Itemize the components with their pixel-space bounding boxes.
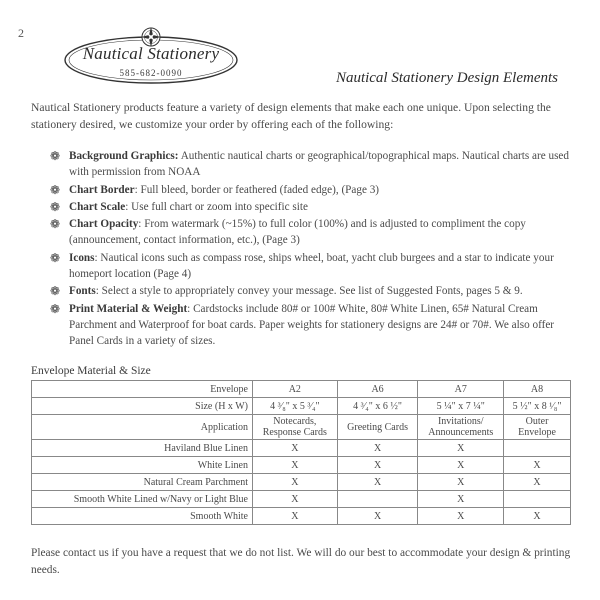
- table-row: [32, 440, 571, 457]
- table-cell: A8: [504, 381, 571, 398]
- table-cell: X: [253, 508, 338, 525]
- design-element-item: [50, 216, 570, 249]
- design-element-term: Print Material & Weight: [69, 302, 188, 315]
- design-element-item: [50, 182, 570, 198]
- table-row: [32, 398, 571, 415]
- table-cell: Invitations/ Announcements: [418, 415, 504, 440]
- flower-bullet-icon: ❁: [50, 301, 61, 316]
- design-element-term: Chart Opacity: [69, 218, 139, 231]
- table-cell: X: [418, 457, 504, 474]
- table-row: [32, 415, 571, 440]
- table-cell: A6: [337, 381, 418, 398]
- page-number: 2: [18, 26, 24, 40]
- table-cell: Notecards, Response Cards: [253, 415, 338, 440]
- table-cell: [504, 491, 571, 508]
- design-element-term: Fonts: [69, 285, 96, 298]
- logo-phone: 585-682-0090: [119, 68, 183, 78]
- table-row: [32, 457, 571, 474]
- design-element-term: Chart Border: [69, 183, 135, 196]
- design-element-description: : Use full chart or zoom into specific site: [125, 200, 308, 213]
- flower-bullet-icon: ❁: [50, 149, 61, 163]
- table-row: [32, 474, 571, 491]
- design-element-description: : Nautical icons such as compass rose, ships wheel, boat, yacht club burgees and a star to indicate your homeport location (Page 4): [69, 251, 554, 281]
- page-heading: Nautical Stationery Design Elements: [335, 70, 558, 86]
- design-element-description: : Cardstocks include 80# or 100# White, 80# White Linen, 65# Natural Cream Parchment and Waterproof for boat cards. Paper weights for stationery designs are 24# or 70#. We also offer Panel Cards in a variety of sizes.: [69, 302, 555, 348]
- table-cell: 5 ½" x 8 ¹⁄₈": [504, 398, 571, 415]
- table-row: [32, 381, 571, 398]
- design-element-description: Authentic nautical charts or geographical/topographical maps. Nautical charts are used with permission from NOAA: [69, 150, 569, 179]
- design-elements-list: [50, 148, 570, 351]
- row-label: White Linen: [32, 457, 253, 474]
- design-element-item: [50, 199, 570, 215]
- design-element-item: [50, 148, 570, 181]
- flower-bullet-icon: ❁: [50, 199, 61, 214]
- table-cell: X: [253, 457, 338, 474]
- row-label: Smooth White Lined w/Navy or Light Blue: [32, 491, 253, 508]
- row-label: Haviland Blue Linen: [32, 440, 253, 457]
- design-element-description: : Select a style to appropriately convey your message. See list of Suggested Fonts, pages 5 & 9.: [95, 285, 523, 298]
- table-cell: X: [504, 474, 571, 491]
- table-cell: [337, 491, 418, 508]
- row-label: Size (H x W): [32, 398, 253, 415]
- flower-bullet-icon: ❁: [50, 250, 61, 265]
- table-cell: X: [337, 440, 418, 457]
- design-element-item: [50, 250, 570, 283]
- envelope-section-title: Envelope Material & Size: [31, 365, 151, 377]
- intro-paragraph: Nautical Stationery products feature a variety of design elements that make each one unique. Upon selecting the stationery desired, we customize your order by offering each of the following:: [31, 101, 551, 131]
- design-element-description: : From watermark (~15%) to full color (100%) and is adjusted to compliment the copy (announcement, contact information, etc.), (Page 3): [69, 218, 526, 247]
- design-element-description: : Full bleed, border or feathered (faded edge), (Page 3): [134, 183, 380, 196]
- table-cell: Greeting Cards: [337, 415, 418, 440]
- flower-bullet-icon: ❁: [50, 217, 61, 232]
- table-cell: A7: [418, 381, 504, 398]
- table-cell: X: [337, 508, 418, 525]
- table-cell: X: [504, 508, 571, 525]
- table-cell: [504, 440, 571, 457]
- row-label: Natural Cream Parchment: [32, 474, 253, 491]
- table-cell: X: [253, 440, 338, 457]
- table-cell: X: [418, 440, 504, 457]
- row-label: Smooth White: [32, 508, 253, 525]
- flower-bullet-icon: ❁: [50, 182, 61, 197]
- table-cell: X: [418, 474, 504, 491]
- table-cell: X: [253, 491, 338, 508]
- table-cell: Outer Envelope: [504, 415, 571, 440]
- table-cell: X: [337, 474, 418, 491]
- table-cell: A2: [253, 381, 338, 398]
- table-row: [32, 491, 571, 508]
- table-cell: X: [504, 457, 571, 474]
- design-element-item: [50, 283, 570, 299]
- row-label: Envelope: [32, 381, 253, 398]
- table-cell: 5 ¼" x 7 ¼": [418, 398, 504, 415]
- row-label: Application: [32, 415, 253, 440]
- table-cell: X: [418, 508, 504, 525]
- design-element-term: Icons: [69, 251, 95, 264]
- table-cell: 4 ³⁄₄" x 6 ½": [337, 398, 418, 415]
- table-cell: X: [418, 491, 504, 508]
- footer-note: Please contact us if you have a request that we do not list. We will do our best to accommodate your design & printing needs.: [31, 547, 571, 576]
- flower-bullet-icon: ❁: [50, 284, 61, 299]
- logo-name: Nautical Stationery: [82, 44, 220, 63]
- table-cell: X: [337, 457, 418, 474]
- design-element-term: Chart Scale: [69, 200, 126, 213]
- table-row: [32, 508, 571, 525]
- logo: [63, 26, 239, 86]
- design-element-item: [50, 301, 570, 350]
- table-cell: 4 ³⁄₈" x 5 ³⁄₄": [253, 398, 338, 415]
- envelope-table: [31, 380, 571, 525]
- design-element-term: Background Graphics:: [69, 150, 179, 162]
- table-cell: X: [253, 474, 338, 491]
